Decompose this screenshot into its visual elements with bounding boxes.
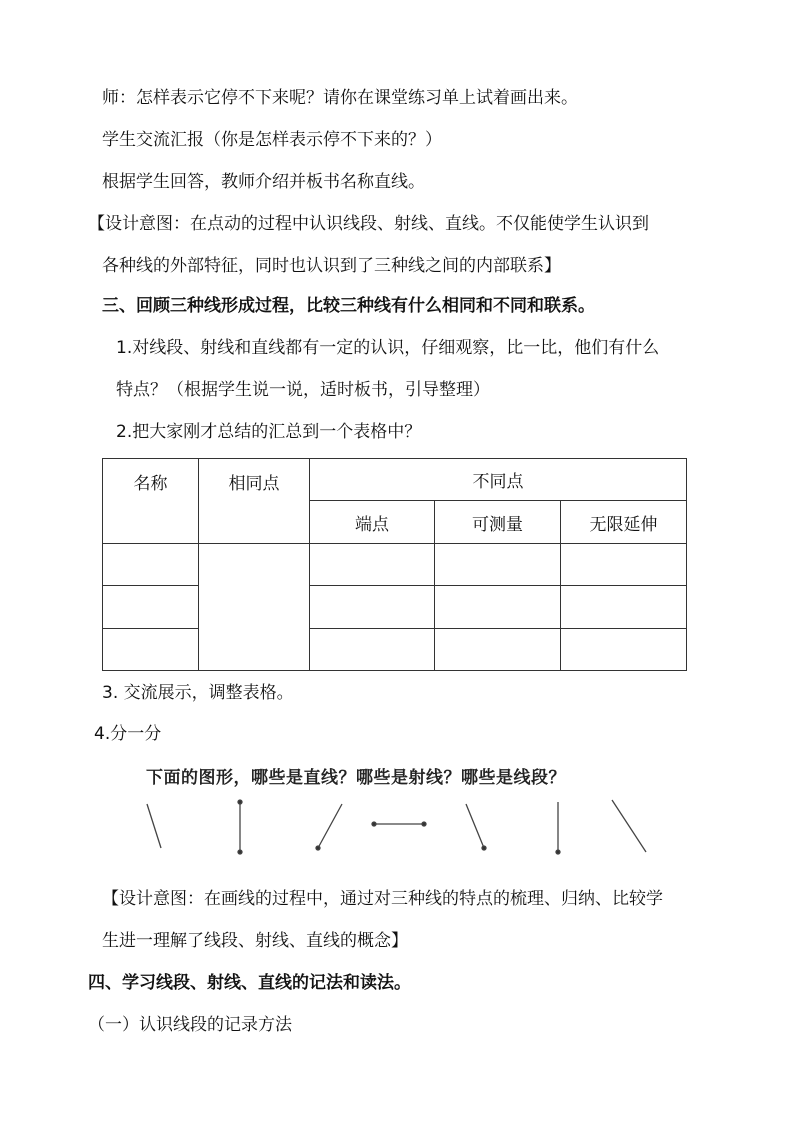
item-2: 2.把大家刚才总结的汇总到一个表格中？ — [116, 422, 422, 442]
header-different: 不同点 — [310, 459, 687, 501]
table-cell — [435, 629, 561, 671]
header-name: 名称 — [103, 459, 199, 544]
item-1-line1: 1.对线段、射线和直线都有一定的认识，仔细观察，比一比，他们有什么 — [116, 338, 660, 358]
table-row — [103, 544, 687, 586]
table-cell — [561, 544, 687, 586]
shape-ray-slanted-2 — [466, 804, 484, 848]
shape-line-1 — [147, 804, 161, 848]
table-cell — [310, 544, 435, 586]
table-cell — [435, 544, 561, 586]
figure-caption: 下面的图形，哪些是直线？哪些是射线？哪些是线段？ — [146, 768, 566, 788]
shape-endpoint — [316, 846, 320, 850]
table-cell-same-merged — [199, 544, 310, 671]
shape-endpoint — [482, 846, 486, 850]
table-cell — [103, 544, 199, 586]
shape-endpoint — [372, 822, 376, 826]
shape-endpoint — [556, 850, 560, 854]
item-4: 4.分一分 — [94, 724, 162, 744]
subheader-endpoint: 端点 — [310, 501, 435, 544]
header-same: 相同点 — [199, 459, 310, 544]
shape-endpoint — [422, 822, 426, 826]
comparison-table — [102, 458, 687, 671]
subheader-infinite: 无限延伸 — [561, 501, 687, 544]
shape-endpoint — [238, 800, 242, 804]
design-intent-1-line2: 各种线的外部特征，同时也认识到了三种线之间的内部联系】 — [102, 256, 561, 276]
table-cell — [561, 629, 687, 671]
shape-ray-slanted — [318, 804, 342, 848]
table-cell — [103, 586, 199, 629]
item-3: 3. 交流展示，调整表格。 — [102, 683, 294, 703]
design-intent-1-line1: 【设计意图：在点动的过程中认识线段、射线、直线。不仅能使学生认识到 — [88, 214, 649, 234]
section-heading-4: 四、学习线段、射线、直线的记法和读法。 — [88, 973, 411, 993]
item-1-line2: 特点？（根据学生说一说，适时板书，引导整理） — [116, 380, 490, 400]
shape-line-2 — [612, 800, 646, 852]
table-row — [103, 629, 687, 671]
table-cell — [310, 629, 435, 671]
section-heading-3: 三、回顾三种线形成过程，比较三种线有什么相同和不同和联系。 — [102, 296, 595, 316]
table-cell — [561, 586, 687, 629]
subheader-measurable: 可测量 — [435, 501, 561, 544]
subsection-1: （一）认识线段的记录方法 — [88, 1015, 292, 1035]
table-cell — [310, 586, 435, 629]
design-intent-2-line1: 【设计意图：在画线的过程中，通过对三种线的特点的梳理、归纳、比较学 — [102, 889, 663, 909]
design-intent-2-line2: 生进一理解了线段、射线、直线的概念】 — [102, 931, 408, 951]
line-shapes-figure — [120, 790, 660, 860]
paragraph-teacher-question: 师：怎样表示它停不下来呢？请你在课堂练习单上试着画出来。 — [102, 88, 578, 108]
shape-endpoint — [238, 850, 242, 854]
paragraph-student-report: 学生交流汇报（你是怎样表示停不下来的？） — [102, 130, 442, 150]
table-cell — [103, 629, 199, 671]
table-row — [103, 586, 687, 629]
paragraph-teacher-intro: 根据学生回答，教师介绍并板书名称直线。 — [102, 172, 425, 192]
table-cell — [435, 586, 561, 629]
